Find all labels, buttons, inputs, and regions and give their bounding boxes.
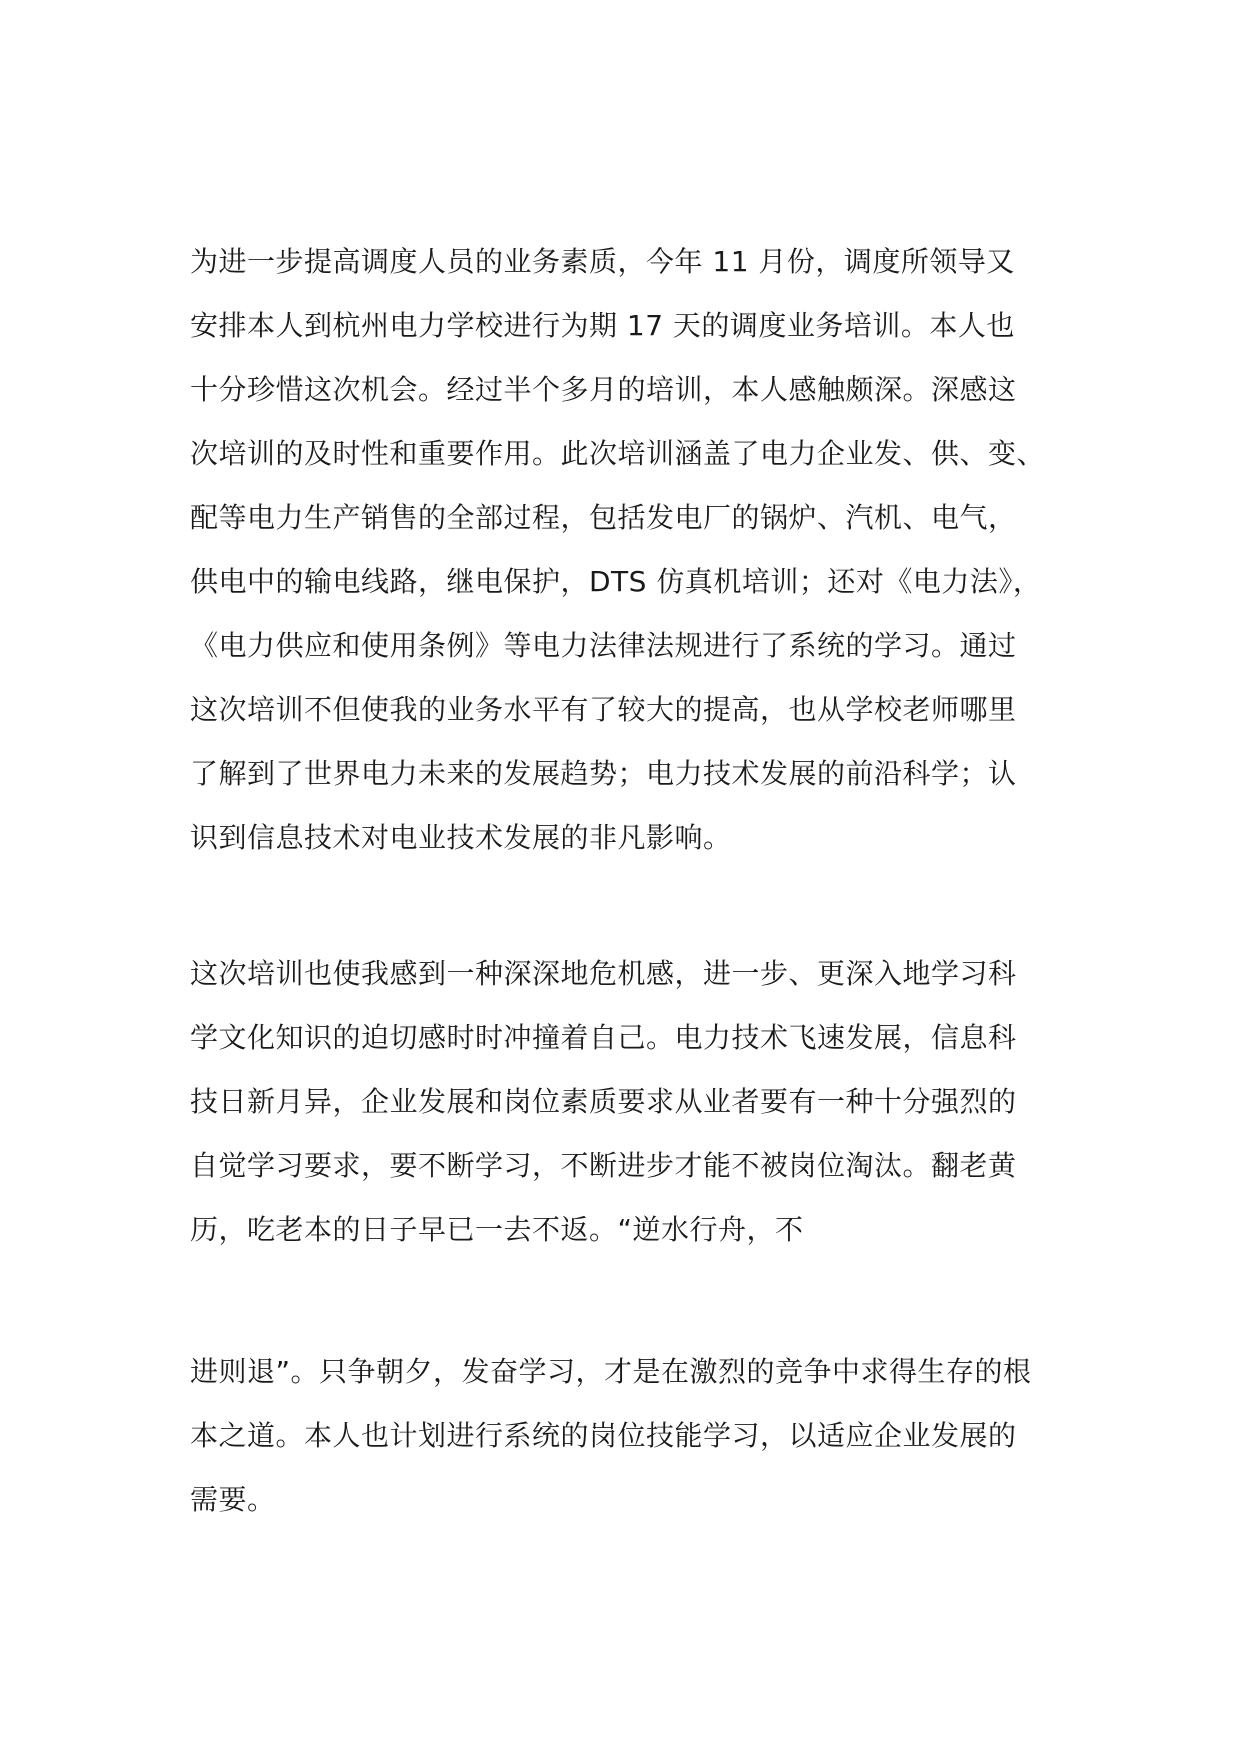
text-line: 为进一步提高调度人员的业务素质，今年 11 月份，调度所领导又 bbox=[190, 245, 1015, 278]
text-line: 了解到了世界电力未来的发展趋势；电力技术发展的前沿科学；认 bbox=[190, 757, 1017, 790]
text-line: 本之道。本人也计划进行系统的岗位技能学习，以适应企业发展的 bbox=[190, 1419, 1017, 1452]
text-line: 十分珍惜这次机会。经过半个多月的培训，本人感触颇深。深感这 bbox=[190, 373, 1017, 406]
text-line: 进则退”。只争朝夕，发奋学习，才是在激烈的竞争中求得生存的根 bbox=[190, 1355, 1032, 1388]
text-line: 供电中的输电线路，继电保护，DTS 仿真机培训；还对《电力法》， bbox=[190, 565, 1042, 598]
text-line: 这次培训也使我感到一种深深地危机感，进一步、更深入地学习科 bbox=[190, 957, 1017, 990]
text-line: 次培训的及时性和重要作用。此次培训涵盖了电力企业发、供、变、 bbox=[190, 437, 1046, 470]
text-line: 识到信息技术对电业技术发展的非凡影响。 bbox=[190, 821, 732, 854]
paragraph-crisis-awareness bbox=[190, 942, 1090, 1262]
paragraph-training-overview bbox=[190, 230, 1090, 870]
text-line: 历，吃老本的日子早已一去不返。“逆水行舟，不 bbox=[190, 1213, 804, 1246]
text-line: 技日新月异，企业发展和岗位素质要求从业者要有一种十分强烈的 bbox=[190, 1085, 1017, 1118]
text-line: 自觉学习要求，要不断学习，不断进步才能不被岗位淘汰。翻老黄 bbox=[190, 1149, 1017, 1182]
text-line: 配等电力生产销售的全部过程，包括发电厂的锅炉、汽机、电气， bbox=[190, 501, 1017, 534]
text-line: 这次培训不但使我的业务水平有了较大的提高，也从学校老师哪里 bbox=[190, 693, 1017, 726]
text-line: 需要。 bbox=[190, 1483, 276, 1516]
text-line: 《电力供应和使用条例》等电力法律法规进行了系统的学习。通过 bbox=[190, 629, 1017, 662]
paragraph-conclusion bbox=[190, 1340, 1090, 1532]
text-line: 安排本人到杭州电力学校进行为期 17 天的调度业务培训。本人也 bbox=[190, 309, 1015, 342]
text-line: 学文化知识的迫切感时时冲撞着自己。电力技术飞速发展，信息科 bbox=[190, 1021, 1017, 1054]
